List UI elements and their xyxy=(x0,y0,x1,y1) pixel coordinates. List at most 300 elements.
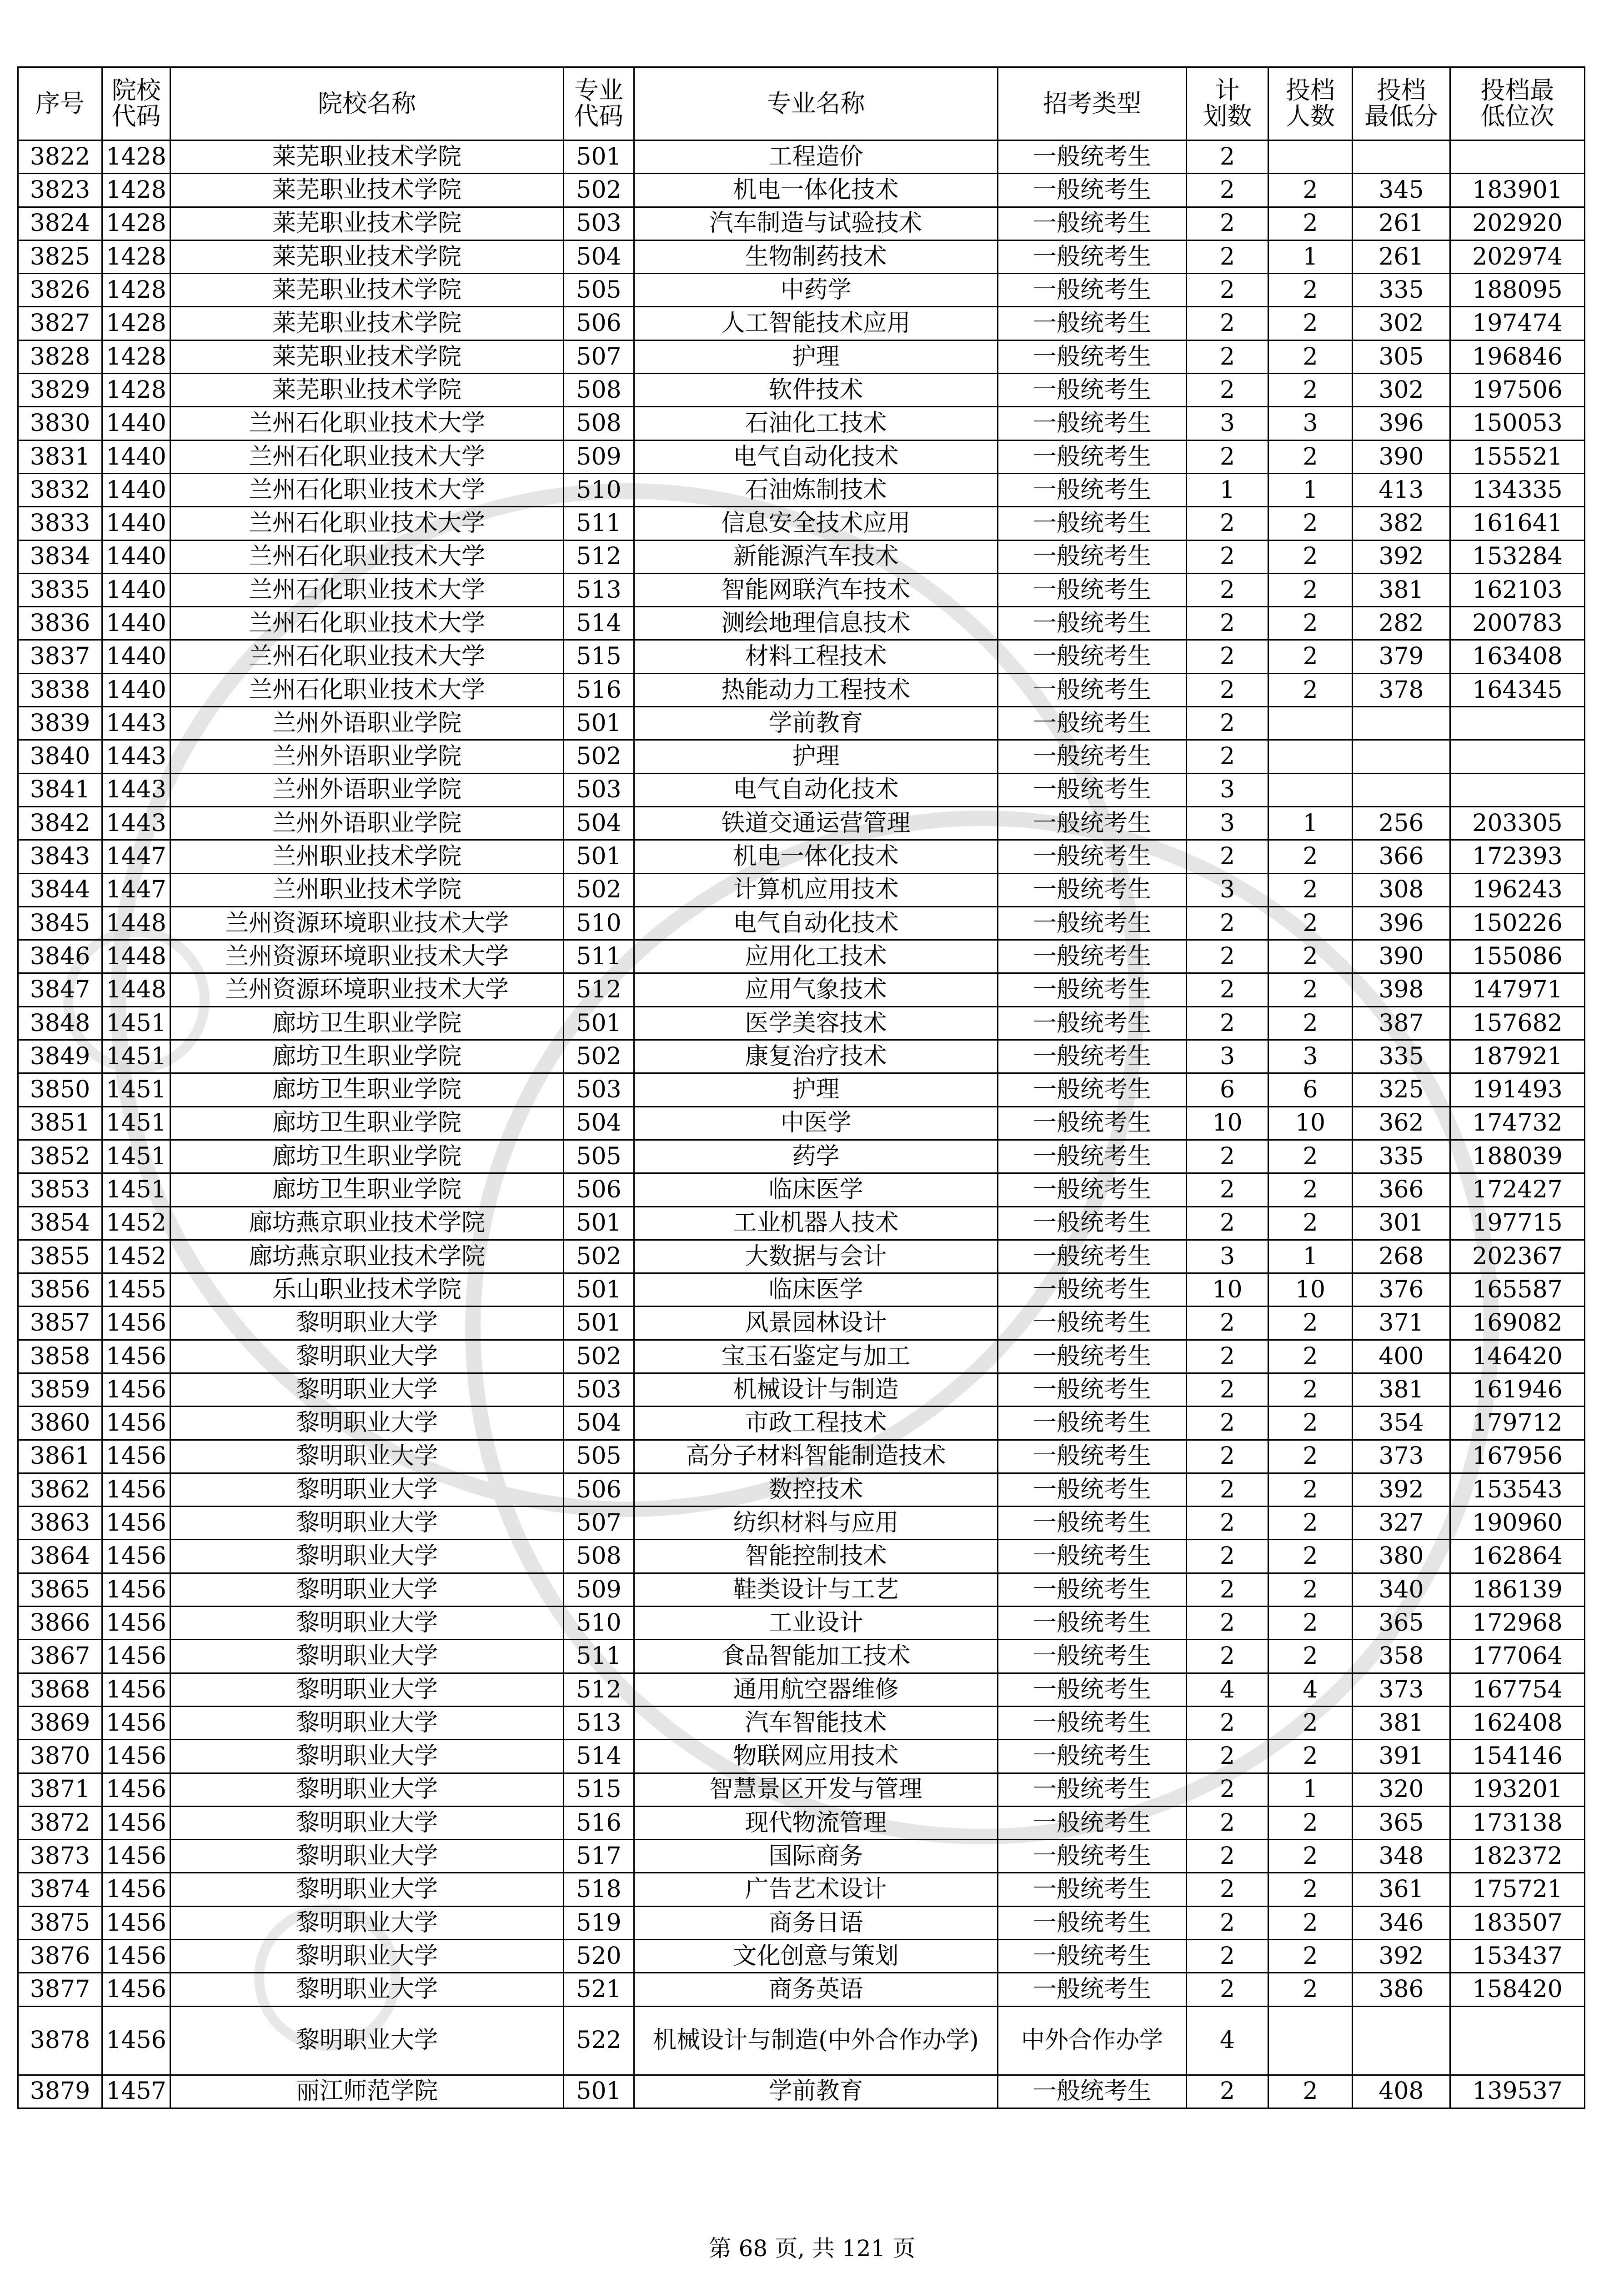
cell-major-code: 505 xyxy=(564,274,634,307)
cell-admitted-count xyxy=(1268,140,1353,174)
cell-major-code: 502 xyxy=(564,174,634,207)
cell-major-name: 中药学 xyxy=(634,274,998,307)
cell-admitted-count: 2 xyxy=(1268,1307,1353,1340)
cell-admitted-count: 10 xyxy=(1268,1273,1353,1307)
cell-exam-type: 一般统考生 xyxy=(998,473,1187,506)
cell-min-score: 382 xyxy=(1353,507,1450,540)
cell-min-score: 256 xyxy=(1353,806,1450,840)
table-row xyxy=(18,1607,1585,1640)
cell-min-score: 378 xyxy=(1353,673,1450,706)
cell-seq: 3879 xyxy=(18,2075,102,2108)
table-row xyxy=(18,1106,1585,1140)
cell-major-name: 护理 xyxy=(634,740,998,773)
cell-major-code: 506 xyxy=(564,307,634,340)
cell-major-name: 商务日语 xyxy=(634,1906,998,1939)
cell-admitted-count: 2 xyxy=(1268,540,1353,573)
cell-exam-type: 一般统考生 xyxy=(998,1740,1187,1773)
cell-major-name: 智慧景区开发与管理 xyxy=(634,1773,998,1806)
cell-school-name: 廊坊卫生职业学院 xyxy=(170,1140,564,1173)
cell-min-score: 335 xyxy=(1353,1140,1450,1173)
table-row xyxy=(18,1973,1585,2006)
cell-seq: 3844 xyxy=(18,873,102,906)
header-label-line: 代码 xyxy=(111,102,161,130)
cell-min-rank: 187921 xyxy=(1450,1040,1585,1073)
cell-seq: 3827 xyxy=(18,307,102,340)
cell-min-rank: 196846 xyxy=(1450,340,1585,373)
cell-school-name: 兰州石化职业技术大学 xyxy=(170,407,564,440)
cell-school-name: 黎明职业大学 xyxy=(170,1373,564,1406)
header-exam-type xyxy=(998,67,1187,140)
cell-school-name: 莱芜职业技术学院 xyxy=(170,207,564,240)
cell-plan-count: 2 xyxy=(1187,1873,1268,1906)
cell-min-rank: 155521 xyxy=(1450,440,1585,473)
cell-school-name: 廊坊卫生职业学院 xyxy=(170,1006,564,1040)
cell-plan-count: 3 xyxy=(1187,1040,1268,1073)
cell-min-score: 381 xyxy=(1353,1373,1450,1406)
cell-school-name: 黎明职业大学 xyxy=(170,1906,564,1939)
cell-school-code: 1440 xyxy=(102,607,170,640)
cell-min-score: 361 xyxy=(1353,1873,1450,1906)
cell-major-name: 国际商务 xyxy=(634,1840,998,1873)
cell-min-rank: 163408 xyxy=(1450,640,1585,673)
cell-school-code: 1428 xyxy=(102,174,170,207)
cell-exam-type: 一般统考生 xyxy=(998,1540,1187,1573)
cell-admitted-count: 2 xyxy=(1268,673,1353,706)
cell-admitted-count: 2 xyxy=(1268,1573,1353,1606)
table-row xyxy=(18,1006,1585,1040)
cell-major-code: 505 xyxy=(564,1440,634,1473)
cell-school-name: 黎明职业大学 xyxy=(170,1307,564,1340)
cell-seq: 3842 xyxy=(18,806,102,840)
cell-school-code: 1456 xyxy=(102,1940,170,1973)
cell-school-code: 1456 xyxy=(102,1407,170,1440)
cell-exam-type: 一般统考生 xyxy=(998,1073,1187,1106)
cell-seq: 3828 xyxy=(18,340,102,373)
table-row xyxy=(18,374,1585,407)
cell-school-code: 1447 xyxy=(102,840,170,873)
cell-plan-count: 2 xyxy=(1187,174,1268,207)
cell-seq: 3850 xyxy=(18,1073,102,1106)
table-row xyxy=(18,1706,1585,1739)
cell-seq: 3847 xyxy=(18,973,102,1006)
cell-min-score: 392 xyxy=(1353,1473,1450,1506)
cell-min-score: 268 xyxy=(1353,1240,1450,1273)
cell-major-code: 508 xyxy=(564,374,634,407)
cell-min-rank: 183901 xyxy=(1450,174,1585,207)
cell-school-name: 兰州石化职业技术大学 xyxy=(170,640,564,673)
table-row xyxy=(18,806,1585,840)
cell-min-score: 366 xyxy=(1353,840,1450,873)
cell-exam-type: 一般统考生 xyxy=(998,673,1187,706)
cell-exam-type: 一般统考生 xyxy=(998,1773,1187,1806)
table-row xyxy=(18,1373,1585,1406)
cell-seq: 3822 xyxy=(18,140,102,174)
cell-school-code: 1456 xyxy=(102,1440,170,1473)
cell-min-rank: 165587 xyxy=(1450,1273,1585,1307)
cell-exam-type: 一般统考生 xyxy=(998,1307,1187,1340)
cell-plan-count: 3 xyxy=(1187,773,1268,806)
cell-min-rank: 177064 xyxy=(1450,1640,1585,1673)
cell-major-code: 519 xyxy=(564,1906,634,1939)
cell-major-name: 工程造价 xyxy=(634,140,998,174)
cell-major-code: 504 xyxy=(564,806,634,840)
cell-exam-type: 一般统考生 xyxy=(998,1006,1187,1040)
table-row xyxy=(18,174,1585,207)
cell-school-name: 黎明职业大学 xyxy=(170,1407,564,1440)
cell-min-rank xyxy=(1450,140,1585,174)
cell-exam-type: 一般统考生 xyxy=(998,806,1187,840)
cell-admitted-count: 2 xyxy=(1268,640,1353,673)
cell-seq: 3838 xyxy=(18,673,102,706)
cell-exam-type: 一般统考生 xyxy=(998,1340,1187,1373)
cell-school-name: 莱芜职业技术学院 xyxy=(170,174,564,207)
cell-exam-type: 一般统考生 xyxy=(998,940,1187,973)
cell-plan-count: 2 xyxy=(1187,1706,1268,1739)
cell-admitted-count: 2 xyxy=(1268,1840,1353,1873)
cell-school-code: 1456 xyxy=(102,1640,170,1673)
cell-exam-type: 一般统考生 xyxy=(998,873,1187,906)
cell-major-code: 522 xyxy=(564,2006,634,2075)
cell-exam-type: 一般统考生 xyxy=(998,407,1187,440)
cell-seq: 3835 xyxy=(18,573,102,606)
cell-min-rank: 147971 xyxy=(1450,973,1585,1006)
cell-exam-type: 一般统考生 xyxy=(998,1806,1187,1839)
cell-min-score: 366 xyxy=(1353,1173,1450,1207)
cell-seq: 3873 xyxy=(18,1840,102,1873)
cell-major-name: 应用化工技术 xyxy=(634,940,998,973)
cell-admitted-count xyxy=(1268,707,1353,740)
table-row xyxy=(18,1073,1585,1106)
cell-major-code: 502 xyxy=(564,1040,634,1073)
cell-exam-type: 一般统考生 xyxy=(998,573,1187,606)
header-school-code xyxy=(102,67,170,140)
cell-major-code: 517 xyxy=(564,1840,634,1873)
cell-exam-type: 一般统考生 xyxy=(998,707,1187,740)
cell-min-rank: 172968 xyxy=(1450,1607,1585,1640)
cell-major-code: 503 xyxy=(564,773,634,806)
cell-plan-count: 2 xyxy=(1187,1340,1268,1373)
cell-plan-count: 2 xyxy=(1187,340,1268,373)
table-row xyxy=(18,274,1585,307)
cell-seq: 3861 xyxy=(18,1440,102,1473)
cell-school-name: 黎明职业大学 xyxy=(170,1473,564,1506)
cell-plan-count: 2 xyxy=(1187,1307,1268,1340)
table-row xyxy=(18,1440,1585,1473)
cell-major-name: 汽车制造与试验技术 xyxy=(634,207,998,240)
cell-plan-count: 2 xyxy=(1187,906,1268,940)
cell-seq: 3877 xyxy=(18,1973,102,2006)
cell-major-name: 汽车智能技术 xyxy=(634,1706,998,1739)
cell-min-rank xyxy=(1450,2006,1585,2075)
cell-major-name: 药学 xyxy=(634,1140,998,1173)
cell-plan-count: 2 xyxy=(1187,740,1268,773)
cell-major-code: 503 xyxy=(564,207,634,240)
cell-plan-count: 2 xyxy=(1187,940,1268,973)
cell-min-rank: 174732 xyxy=(1450,1106,1585,1140)
cell-seq: 3869 xyxy=(18,1706,102,1739)
cell-major-name: 文化创意与策划 xyxy=(634,1940,998,1973)
cell-admitted-count xyxy=(1268,2006,1353,2075)
cell-major-name: 食品智能加工技术 xyxy=(634,1640,998,1673)
header-min-rank xyxy=(1450,67,1585,140)
table-row xyxy=(18,740,1585,773)
cell-min-score: 381 xyxy=(1353,1706,1450,1739)
cell-seq: 3874 xyxy=(18,1873,102,1906)
cell-school-name: 黎明职业大学 xyxy=(170,1673,564,1706)
cell-major-name: 宝玉石鉴定与加工 xyxy=(634,1340,998,1373)
cell-school-code: 1456 xyxy=(102,1740,170,1773)
cell-min-rank: 196243 xyxy=(1450,873,1585,906)
cell-major-name: 测绘地理信息技术 xyxy=(634,607,998,640)
cell-major-code: 501 xyxy=(564,140,634,174)
cell-school-code: 1440 xyxy=(102,673,170,706)
cell-admitted-count: 1 xyxy=(1268,240,1353,273)
cell-admitted-count: 2 xyxy=(1268,174,1353,207)
cell-min-rank: 179712 xyxy=(1450,1407,1585,1440)
cell-min-rank: 203305 xyxy=(1450,806,1585,840)
cell-admitted-count: 2 xyxy=(1268,1507,1353,1540)
cell-plan-count: 2 xyxy=(1187,1806,1268,1839)
cell-min-rank: 167754 xyxy=(1450,1673,1585,1706)
cell-seq: 3857 xyxy=(18,1307,102,1340)
cell-school-name: 黎明职业大学 xyxy=(170,2006,564,2075)
cell-plan-count: 2 xyxy=(1187,1440,1268,1473)
header-label-line: 代码 xyxy=(574,102,623,130)
table-row xyxy=(18,1573,1585,1606)
cell-school-name: 兰州外语职业学院 xyxy=(170,773,564,806)
cell-admitted-count: 6 xyxy=(1268,1073,1353,1106)
cell-school-code: 1428 xyxy=(102,307,170,340)
table-row xyxy=(18,1307,1585,1340)
table-row xyxy=(18,1773,1585,1806)
cell-exam-type: 一般统考生 xyxy=(998,1706,1187,1739)
cell-school-name: 黎明职业大学 xyxy=(170,1507,564,1540)
table-row xyxy=(18,1407,1585,1440)
cell-exam-type: 中外合作办学 xyxy=(998,2006,1187,2075)
cell-exam-type: 一般统考生 xyxy=(998,1573,1187,1606)
cell-admitted-count: 2 xyxy=(1268,1407,1353,1440)
cell-min-rank: 186139 xyxy=(1450,1573,1585,1606)
cell-plan-count: 2 xyxy=(1187,207,1268,240)
cell-plan-count: 2 xyxy=(1187,1006,1268,1040)
cell-school-code: 1456 xyxy=(102,1607,170,1640)
cell-min-rank: 134335 xyxy=(1450,473,1585,506)
cell-min-rank: 164345 xyxy=(1450,673,1585,706)
cell-major-code: 513 xyxy=(564,573,634,606)
cell-exam-type: 一般统考生 xyxy=(998,1640,1187,1673)
cell-major-name: 商务英语 xyxy=(634,1973,998,2006)
cell-min-rank: 169082 xyxy=(1450,1307,1585,1340)
cell-plan-count: 2 xyxy=(1187,507,1268,540)
cell-major-code: 516 xyxy=(564,673,634,706)
cell-min-score: 381 xyxy=(1353,573,1450,606)
header-label-line: 专业 xyxy=(574,76,623,105)
cell-min-score: 413 xyxy=(1353,473,1450,506)
cell-school-code: 1456 xyxy=(102,1906,170,1939)
cell-school-name: 廊坊卫生职业学院 xyxy=(170,1073,564,1106)
cell-seq: 3878 xyxy=(18,2006,102,2075)
cell-major-code: 503 xyxy=(564,1373,634,1406)
cell-school-code: 1443 xyxy=(102,773,170,806)
cell-school-name: 莱芜职业技术学院 xyxy=(170,274,564,307)
cell-min-score: 380 xyxy=(1353,1540,1450,1573)
cell-seq: 3876 xyxy=(18,1940,102,1973)
cell-plan-count: 1 xyxy=(1187,473,1268,506)
cell-admitted-count: 2 xyxy=(1268,507,1353,540)
cell-major-code: 501 xyxy=(564,840,634,873)
cell-plan-count: 2 xyxy=(1187,1773,1268,1806)
cell-major-code: 512 xyxy=(564,973,634,1006)
cell-min-score: 392 xyxy=(1353,540,1450,573)
cell-admitted-count: 2 xyxy=(1268,1706,1353,1739)
cell-school-name: 兰州石化职业技术大学 xyxy=(170,507,564,540)
table-row xyxy=(18,1040,1585,1073)
cell-major-code: 509 xyxy=(564,440,634,473)
cell-major-name: 大数据与会计 xyxy=(634,1240,998,1273)
cell-school-name: 兰州石化职业技术大学 xyxy=(170,540,564,573)
cell-school-code: 1456 xyxy=(102,1873,170,1906)
cell-plan-count: 2 xyxy=(1187,1973,1268,2006)
cell-plan-count: 2 xyxy=(1187,1373,1268,1406)
cell-plan-count: 6 xyxy=(1187,1073,1268,1106)
cell-major-name: 护理 xyxy=(634,340,998,373)
cell-admitted-count: 2 xyxy=(1268,1207,1353,1240)
cell-seq: 3853 xyxy=(18,1173,102,1207)
cell-exam-type: 一般统考生 xyxy=(998,1040,1187,1073)
cell-school-code: 1456 xyxy=(102,1806,170,1839)
cell-min-score: 362 xyxy=(1353,1106,1450,1140)
cell-major-name: 物联网应用技术 xyxy=(634,1740,998,1773)
cell-min-score: 340 xyxy=(1353,1573,1450,1606)
cell-major-name: 风景园林设计 xyxy=(634,1307,998,1340)
cell-min-score: 365 xyxy=(1353,1806,1450,1839)
cell-major-name: 高分子材料智能制造技术 xyxy=(634,1440,998,1473)
cell-min-rank: 188039 xyxy=(1450,1140,1585,1173)
cell-exam-type: 一般统考生 xyxy=(998,1940,1187,1973)
cell-min-rank: 162408 xyxy=(1450,1706,1585,1739)
table-row xyxy=(18,1207,1585,1240)
cell-min-score xyxy=(1353,140,1450,174)
cell-school-name: 廊坊燕京职业技术学院 xyxy=(170,1240,564,1273)
cell-plan-count: 2 xyxy=(1187,573,1268,606)
cell-plan-count: 3 xyxy=(1187,806,1268,840)
header-school-name xyxy=(170,67,564,140)
cell-exam-type: 一般统考生 xyxy=(998,1273,1187,1307)
cell-plan-count: 2 xyxy=(1187,1507,1268,1540)
cell-school-code: 1440 xyxy=(102,573,170,606)
cell-exam-type: 一般统考生 xyxy=(998,1440,1187,1473)
cell-admitted-count: 2 xyxy=(1268,274,1353,307)
cell-school-name: 莱芜职业技术学院 xyxy=(170,140,564,174)
cell-exam-type: 一般统考生 xyxy=(998,1873,1187,1906)
cell-exam-type: 一般统考生 xyxy=(998,507,1187,540)
cell-school-name: 莱芜职业技术学院 xyxy=(170,340,564,373)
cell-major-name: 纺织材料与应用 xyxy=(634,1507,998,1540)
cell-exam-type: 一般统考生 xyxy=(998,1407,1187,1440)
cell-exam-type: 一般统考生 xyxy=(998,340,1187,373)
cell-exam-type: 一般统考生 xyxy=(998,1473,1187,1506)
cell-school-name: 黎明职业大学 xyxy=(170,1973,564,2006)
cell-major-code: 502 xyxy=(564,873,634,906)
table-row xyxy=(18,1840,1585,1873)
cell-school-name: 兰州石化职业技术大学 xyxy=(170,673,564,706)
cell-school-name: 廊坊卫生职业学院 xyxy=(170,1106,564,1140)
cell-exam-type: 一般统考生 xyxy=(998,274,1187,307)
cell-major-code: 506 xyxy=(564,1173,634,1207)
table-row xyxy=(18,540,1585,573)
table-row xyxy=(18,207,1585,240)
cell-school-name: 黎明职业大学 xyxy=(170,1573,564,1606)
header-major-name xyxy=(634,67,998,140)
cell-exam-type: 一般统考生 xyxy=(998,1607,1187,1640)
cell-school-name: 黎明职业大学 xyxy=(170,1773,564,1806)
cell-major-code: 504 xyxy=(564,240,634,273)
table-row xyxy=(18,1540,1585,1573)
cell-min-score: 365 xyxy=(1353,1607,1450,1640)
cell-exam-type: 一般统考生 xyxy=(998,1106,1187,1140)
cell-school-name: 黎明职业大学 xyxy=(170,1806,564,1839)
cell-major-code: 503 xyxy=(564,1073,634,1106)
cell-min-score: 391 xyxy=(1353,1740,1450,1773)
header-label-line: 投档最 xyxy=(1480,76,1554,105)
cell-school-code: 1428 xyxy=(102,207,170,240)
cell-admitted-count: 2 xyxy=(1268,1473,1353,1506)
cell-major-name: 铁道交通运营管理 xyxy=(634,806,998,840)
cell-seq: 3856 xyxy=(18,1273,102,1307)
cell-min-score: 390 xyxy=(1353,940,1450,973)
cell-seq: 3871 xyxy=(18,1773,102,1806)
header-admitted-count xyxy=(1268,67,1353,140)
cell-major-code: 504 xyxy=(564,1407,634,1440)
cell-exam-type: 一般统考生 xyxy=(998,607,1187,640)
cell-major-code: 514 xyxy=(564,1740,634,1773)
table-row xyxy=(18,1273,1585,1307)
cell-school-code: 1451 xyxy=(102,1006,170,1040)
cell-major-code: 505 xyxy=(564,1140,634,1173)
table-row xyxy=(18,2006,1585,2075)
header-row xyxy=(18,67,1585,140)
table-row xyxy=(18,773,1585,806)
cell-school-code: 1456 xyxy=(102,1973,170,2006)
cell-major-name: 信息安全技术应用 xyxy=(634,507,998,540)
cell-major-name: 热能动力工程技术 xyxy=(634,673,998,706)
cell-major-code: 509 xyxy=(564,1573,634,1606)
cell-admitted-count: 2 xyxy=(1268,307,1353,340)
cell-major-code: 501 xyxy=(564,1006,634,1040)
cell-seq: 3826 xyxy=(18,274,102,307)
table-row xyxy=(18,1873,1585,1906)
cell-min-score: 325 xyxy=(1353,1073,1450,1106)
cell-min-score: 346 xyxy=(1353,1906,1450,1939)
cell-seq: 3864 xyxy=(18,1540,102,1573)
cell-school-name: 兰州资源环境职业技术大学 xyxy=(170,940,564,973)
cell-major-code: 502 xyxy=(564,1340,634,1373)
cell-major-name: 市政工程技术 xyxy=(634,1407,998,1440)
cell-admitted-count: 2 xyxy=(1268,1906,1353,1939)
cell-school-name: 兰州外语职业学院 xyxy=(170,806,564,840)
cell-seq: 3852 xyxy=(18,1140,102,1173)
cell-school-code: 1451 xyxy=(102,1140,170,1173)
cell-admitted-count: 2 xyxy=(1268,1373,1353,1406)
cell-school-name: 莱芜职业技术学院 xyxy=(170,307,564,340)
cell-min-score: 400 xyxy=(1353,1340,1450,1373)
cell-min-score: 261 xyxy=(1353,240,1450,273)
cell-school-name: 兰州石化职业技术大学 xyxy=(170,573,564,606)
cell-min-rank: 162103 xyxy=(1450,573,1585,606)
cell-admitted-count: 2 xyxy=(1268,1806,1353,1839)
table-row xyxy=(18,1173,1585,1207)
cell-min-rank xyxy=(1450,773,1585,806)
